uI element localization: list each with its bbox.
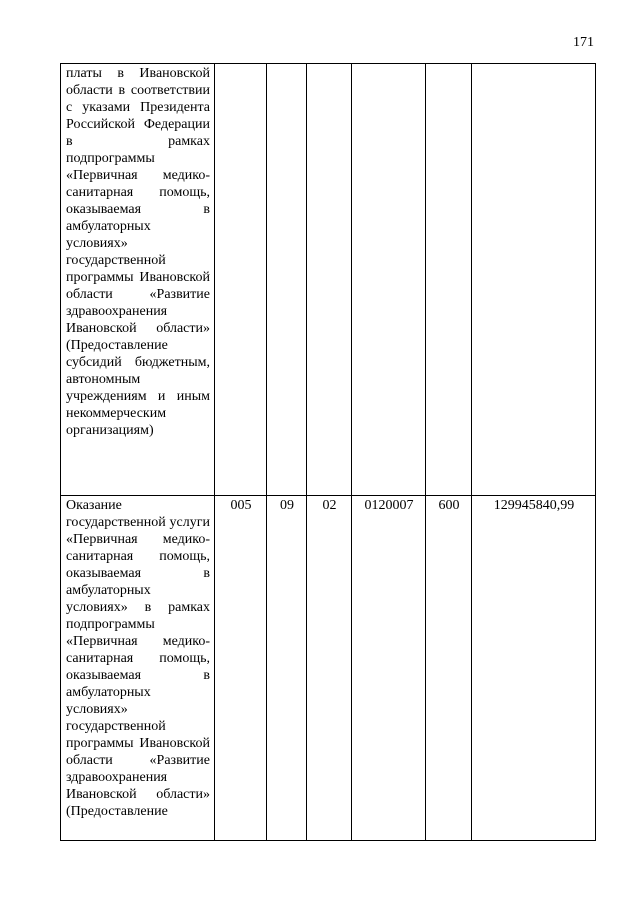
section-code-cell: 09 — [267, 496, 307, 841]
target-article-cell: 0120007 — [352, 496, 426, 841]
subsection-code-cell — [307, 64, 352, 496]
page-number: 171 — [573, 35, 594, 50]
amount-cell: 129945840,99 — [472, 496, 596, 841]
budget-table — [60, 63, 596, 841]
target-article-cell — [352, 64, 426, 496]
section-code-cell — [267, 64, 307, 496]
table-row — [61, 496, 596, 841]
amount-cell — [472, 64, 596, 496]
expense-type-cell: 600 — [426, 496, 472, 841]
row-description: Оказание государственной услуги «Первичная медико-санитарная помощь, оказываемая в амбулаторных условиях» в рамках подпрограммы «Первичная медико-санитарная помощь, оказываемая в амбулаторных условиях» государственной программы Ивановской области «Развитие здравоохранения Ивановской области» (Предоставление — [61, 496, 215, 841]
subsection-code-cell: 02 — [307, 496, 352, 841]
table-row — [61, 64, 596, 496]
ministry-code-cell — [215, 64, 267, 496]
ministry-code-cell: 005 — [215, 496, 267, 841]
row-description: платы в Ивановской области в соответствии с указами Президента Российской Федерации в рамках подпрограммы «Первичная медико-санитарная помощь, оказываемая в амбулаторных условиях» государственной программы Ивановской области «Развитие здравоохранения Ивановской области» (Предоставление субсидий бюджетным, автономным учреждениям и иным некоммерческим организациям) — [61, 64, 215, 496]
expense-type-cell — [426, 64, 472, 496]
